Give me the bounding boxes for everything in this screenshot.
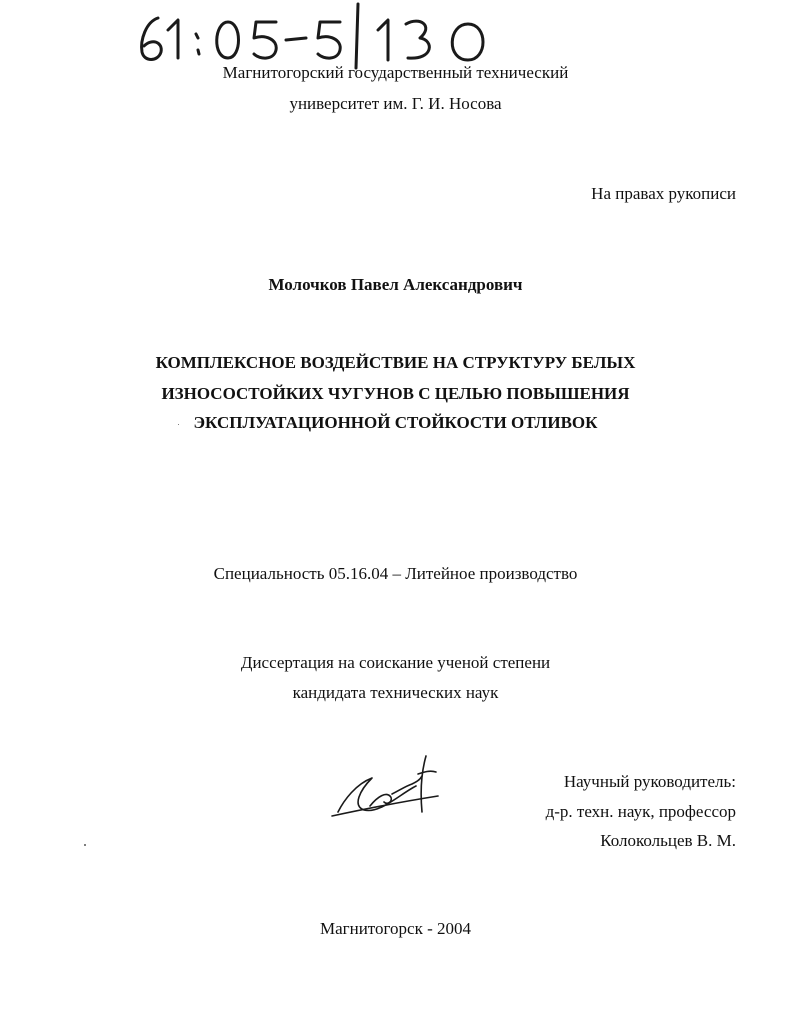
place-and-year: Магнитогорск - 2004 [319, 919, 472, 938]
supervisor-degree: д-р. техн. наук, профессор [545, 802, 736, 821]
specialty: Специальность 05.16.04 – Литейное производство [213, 564, 578, 583]
dissertation-line-2: кандидата технических наук [292, 683, 499, 702]
university-name-line-2: университет им. Г. И. Носова [289, 94, 502, 113]
scan-speck [84, 844, 86, 846]
author-name: Молочков Павел Александрович [268, 275, 523, 294]
handwritten-shelfmark [128, 0, 518, 70]
dissertation-line-1: Диссертация на соискание ученой степени [240, 653, 551, 672]
supervisor-name: Колокольцев В. М. [600, 831, 736, 850]
supervisor-signature [330, 750, 445, 822]
title-line-1: КОМПЛЕКСНОЕ ВОЗДЕЙСТВИЕ НА СТРУКТУРУ БЕЛЫХ [155, 353, 636, 372]
manuscript-note: На правах рукописи [591, 184, 736, 203]
supervisor-label: Научный руководитель: [563, 772, 736, 791]
university-name-line-1: Магнитогорский государственный технический [222, 63, 569, 82]
title-line-3: ЭКСПЛУАТАЦИОННОЙ СТОЙКОСТИ ОТЛИВОК [193, 413, 598, 432]
scan-speck [178, 424, 179, 425]
title-line-2: ИЗНОСОСТОЙКИХ ЧУГУНОВ С ЦЕЛЬЮ ПОВЫШЕНИЯ [161, 384, 630, 403]
